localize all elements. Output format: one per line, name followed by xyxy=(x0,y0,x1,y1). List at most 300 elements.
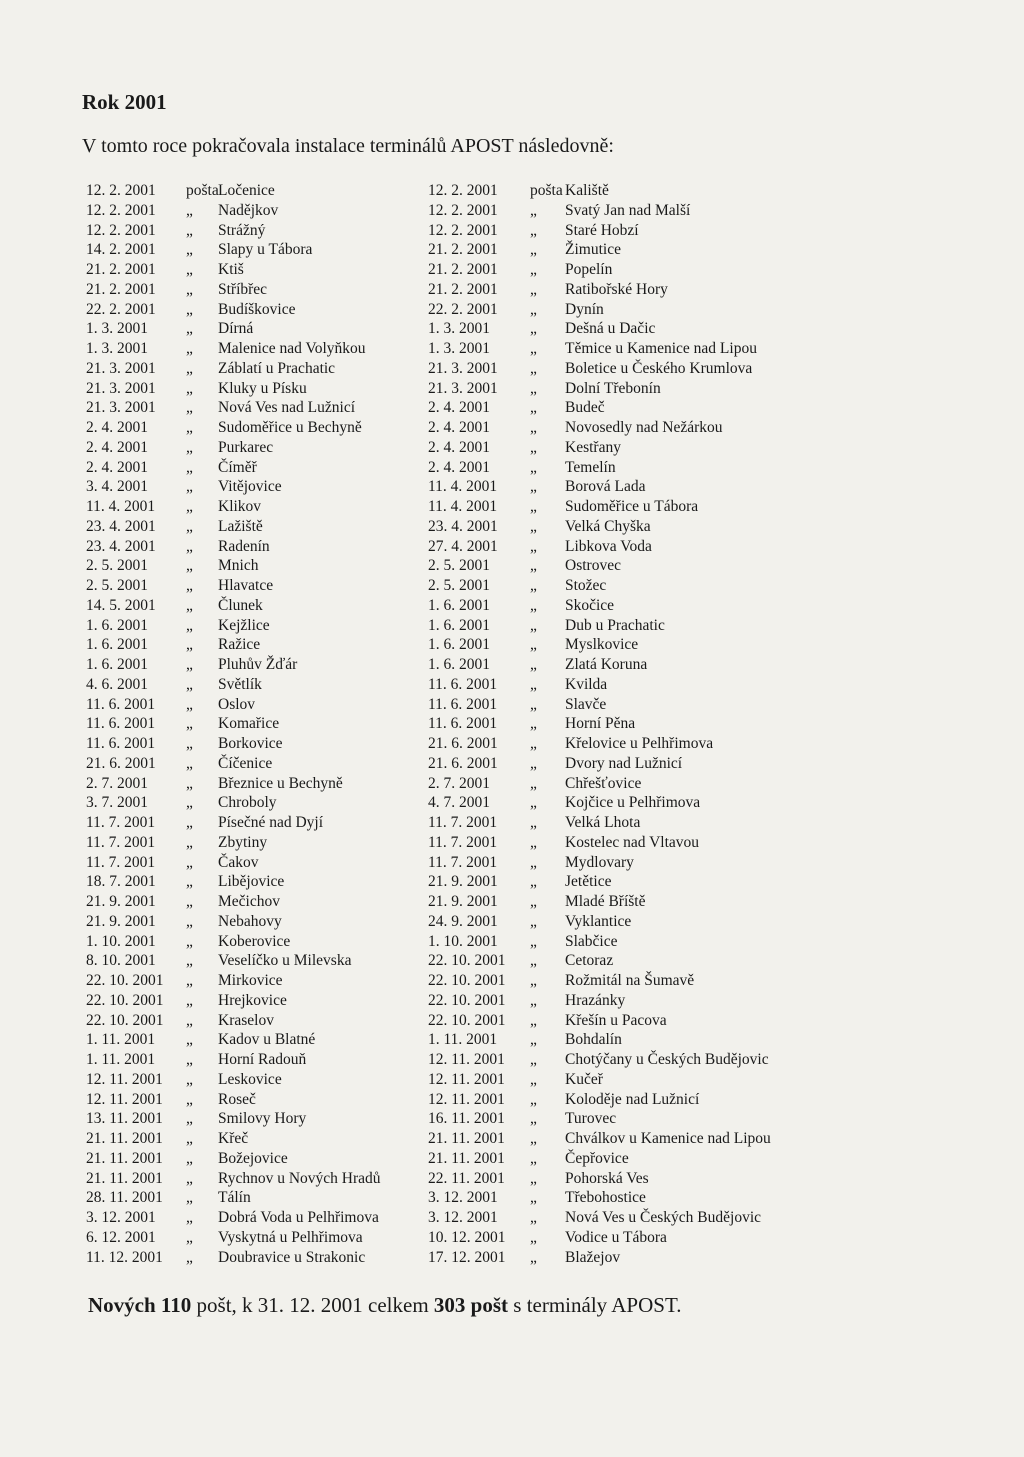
entry-place: Tálín xyxy=(218,1189,251,1207)
entry-post: „ xyxy=(186,478,193,496)
entry-place: Chřešťovice xyxy=(565,774,642,792)
entry-place: Klikov xyxy=(218,498,262,515)
entry-place: Kojčice u Pelhřimova xyxy=(565,794,701,812)
entry-date: 8. 10. 2001 xyxy=(86,952,156,970)
entry-place: Kestřany xyxy=(565,438,621,456)
entry-post: „ xyxy=(530,359,537,377)
entry-post: „ xyxy=(186,241,193,259)
entry-post: „ xyxy=(186,596,193,614)
entry-place: Člunek xyxy=(218,596,263,614)
entry-place: Těmice u Kamenice nad Lipou xyxy=(565,340,757,357)
entry-place: Cetoraz xyxy=(565,952,614,970)
entry-date: 12. 11. 2001 xyxy=(86,1090,163,1108)
entry-date: 1. 11. 2001 xyxy=(86,1051,156,1068)
entry-place: Ločenice xyxy=(218,182,275,199)
entry-post: „ xyxy=(530,201,537,219)
entry-post: „ xyxy=(530,616,537,634)
entry-post: „ xyxy=(530,261,537,278)
entry-place: Horní Radouň xyxy=(218,1051,307,1068)
entry-place: Chroboly xyxy=(218,794,277,812)
entry-post: „ xyxy=(186,359,193,377)
entry-post: „ xyxy=(186,833,193,851)
entry-place: Koberovice xyxy=(218,932,291,950)
entry-post: „ xyxy=(530,478,537,496)
summary-new-count: 110 xyxy=(160,1293,192,1317)
entry-place: Kejžlice xyxy=(218,616,270,634)
entry-place: Hlavatce xyxy=(218,577,274,594)
entry-place: Nová Ves u Českých Budějovic xyxy=(565,1209,762,1226)
entry-post: „ xyxy=(186,675,193,693)
intro-text: V tomto roce pokračovala instalace terminálů APOST následovně: xyxy=(82,135,614,157)
entry-post: „ xyxy=(186,1209,193,1226)
entry-date: 11. 7. 2001 xyxy=(428,814,498,831)
entry-place: Koloděje nad Lužnicí xyxy=(565,1090,700,1108)
entry-date: 3. 4. 2001 xyxy=(86,478,148,496)
entry-place: Borová Lada xyxy=(565,478,646,496)
entry-date: 2. 5. 2001 xyxy=(428,577,490,594)
entry-date: 1. 10. 2001 xyxy=(428,932,498,950)
entry-place: Horní Pěna xyxy=(565,715,636,733)
entry-date: 17. 12. 2001 xyxy=(428,1248,506,1266)
entry-date: 22. 10. 2001 xyxy=(86,991,164,1009)
entry-date: 21. 2. 2001 xyxy=(86,261,156,278)
entry-date: 2. 4. 2001 xyxy=(428,438,490,456)
entry-post: „ xyxy=(530,1130,537,1147)
entry-place: Hrejkovice xyxy=(218,991,287,1009)
entry-place: Popelín xyxy=(565,261,613,278)
entry-place: Ktiš xyxy=(218,261,244,278)
entry-post: „ xyxy=(530,1209,537,1226)
entry-post: „ xyxy=(186,1169,193,1187)
entry-place: Zlatá Koruna xyxy=(565,656,648,673)
entry-place: Velká Lhota xyxy=(565,814,641,831)
entry-date: 2. 5. 2001 xyxy=(86,577,148,594)
entry-post: „ xyxy=(186,399,193,417)
entry-date: 2. 4. 2001 xyxy=(428,419,490,436)
entry-place: Sudoměřice u Bechyně xyxy=(218,419,362,436)
entry-date: 1. 6. 2001 xyxy=(86,616,148,634)
entry-post: „ xyxy=(186,280,193,298)
entry-place: Kadov u Blatné xyxy=(218,1031,316,1049)
entry-place: Lažiště xyxy=(218,517,263,535)
entry-place: Světlík xyxy=(218,675,262,693)
entry-post: „ xyxy=(530,893,537,910)
page-heading: Rok 2001 xyxy=(82,90,167,114)
entry-post: „ xyxy=(186,715,193,733)
entry-date: 28. 11. 2001 xyxy=(86,1189,163,1207)
entry-post: „ xyxy=(186,1189,193,1207)
entry-place: Turovec xyxy=(565,1110,617,1128)
entry-date: 11. 7. 2001 xyxy=(86,833,156,851)
entry-place: Leskovice xyxy=(218,1070,282,1088)
entry-date: 21. 6. 2001 xyxy=(86,754,156,772)
entry-date: 12. 2. 2001 xyxy=(428,201,498,219)
entry-place: Vyklantice xyxy=(565,912,632,930)
entry-date: 22. 10. 2001 xyxy=(86,972,164,989)
entry-post: „ xyxy=(530,557,537,575)
entry-post: „ xyxy=(530,972,537,989)
entry-post: „ xyxy=(530,1248,537,1266)
entry-date: 2. 7. 2001 xyxy=(428,774,490,792)
entry-place: Mirkovice xyxy=(218,972,283,989)
entry-date: 21. 9. 2001 xyxy=(86,912,156,930)
entry-date: 1. 3. 2001 xyxy=(86,320,148,338)
entry-date: 11. 6. 2001 xyxy=(86,695,156,713)
entry-date: 12. 2. 2001 xyxy=(86,201,156,219)
entry-post: „ xyxy=(530,1070,537,1088)
entry-place: Božejovice xyxy=(218,1149,288,1167)
entry-post: „ xyxy=(186,1149,193,1167)
entry-post: „ xyxy=(186,893,193,910)
entry-place: Stožec xyxy=(565,577,607,594)
entry-date: 11. 6. 2001 xyxy=(86,735,156,752)
entry-place: Skočice xyxy=(565,596,615,614)
entry-place: Libějovice xyxy=(218,873,285,891)
entry-place: Kaliště xyxy=(565,182,609,199)
entry-place: Nová Ves nad Lužnicí xyxy=(218,399,356,417)
entry-date: 3. 12. 2001 xyxy=(86,1209,156,1226)
entry-post: „ xyxy=(530,241,537,259)
entry-post: „ xyxy=(530,1090,537,1108)
entry-place: Ostrovec xyxy=(565,557,621,575)
entry-date: 22. 2. 2001 xyxy=(428,300,498,318)
entry-date: 1. 6. 2001 xyxy=(428,636,490,654)
entry-place: Chotýčany u Českých Budějovic xyxy=(565,1051,769,1068)
entry-date: 23. 4. 2001 xyxy=(428,517,498,535)
entry-place: Doubravice u Strakonic xyxy=(218,1248,366,1266)
entry-post: „ xyxy=(186,912,193,930)
entry-date: 3. 7. 2001 xyxy=(86,794,148,812)
entry-place: Ratibořské Hory xyxy=(565,280,668,298)
entry-post: „ xyxy=(530,1149,537,1167)
entry-post: „ xyxy=(530,399,537,417)
entry-post: „ xyxy=(186,1248,193,1266)
entry-post: „ xyxy=(186,754,193,772)
entry-place: Březnice u Bechyně xyxy=(218,774,343,792)
entry-post: „ xyxy=(186,1090,193,1108)
entry-date: 11. 4. 2001 xyxy=(428,498,498,515)
entry-place: Malenice nad Volyňkou xyxy=(218,340,366,357)
entry-date: 22. 10. 2001 xyxy=(428,1011,506,1029)
entry-place: Mnich xyxy=(218,557,259,575)
entry-date: 12. 2. 2001 xyxy=(428,221,498,239)
entry-post: „ xyxy=(530,1110,537,1128)
entry-post: „ xyxy=(186,379,193,397)
entry-post: „ xyxy=(530,853,537,871)
entry-post: „ xyxy=(530,912,537,930)
entry-date: 11. 4. 2001 xyxy=(428,478,498,496)
entry-date: 1. 11. 2001 xyxy=(86,1031,156,1049)
entry-post: „ xyxy=(186,794,193,812)
entry-post: „ xyxy=(186,438,193,456)
entry-post: „ xyxy=(530,932,537,950)
entry-place: Nadějkov xyxy=(218,201,279,219)
entry-date: 13. 11. 2001 xyxy=(86,1110,163,1128)
entry-date: 2. 4. 2001 xyxy=(86,458,148,476)
entry-post: „ xyxy=(186,1051,193,1068)
entry-date: 3. 12. 2001 xyxy=(428,1189,498,1207)
entry-post: „ xyxy=(530,537,537,555)
entry-post: „ xyxy=(530,991,537,1009)
entry-date: 11. 7. 2001 xyxy=(428,833,498,851)
entry-date: 10. 12. 2001 xyxy=(428,1228,506,1246)
entry-place: Čakov xyxy=(218,853,259,871)
entry-date: 24. 9. 2001 xyxy=(428,912,498,930)
entry-date: 2. 7. 2001 xyxy=(86,774,148,792)
entry-place: Rožmitál na Šumavě xyxy=(565,972,695,989)
entry-post: „ xyxy=(530,458,537,476)
entry-date: 27. 4. 2001 xyxy=(428,537,498,555)
entry-post: „ xyxy=(530,596,537,614)
entry-post: „ xyxy=(186,814,193,831)
entry-post: „ xyxy=(186,873,193,891)
entry-date: 21. 6. 2001 xyxy=(428,754,498,772)
entry-place: Čepřovice xyxy=(565,1149,629,1167)
entry-date: 11. 6. 2001 xyxy=(428,695,498,713)
entry-place: Křelovice u Pelhřimova xyxy=(565,735,714,752)
entry-place: Kučeř xyxy=(565,1070,603,1088)
entry-place: Strážný xyxy=(218,221,266,239)
entry-date: 12. 2. 2001 xyxy=(86,182,156,199)
entry-date: 2. 4. 2001 xyxy=(86,419,148,436)
entry-date: 1. 10. 2001 xyxy=(86,932,156,950)
entry-date: 2. 4. 2001 xyxy=(86,438,148,456)
entry-place: Dvory nad Lužnicí xyxy=(565,754,683,772)
entry-post: „ xyxy=(530,833,537,851)
entry-post: „ xyxy=(186,735,193,752)
entry-date: 21. 3. 2001 xyxy=(428,379,498,397)
entry-post: „ xyxy=(186,952,193,970)
entry-post: „ xyxy=(186,261,193,278)
entry-post: „ xyxy=(530,873,537,891)
entry-place: Jetětice xyxy=(565,873,612,891)
entry-date: 22. 2. 2001 xyxy=(86,300,156,318)
entry-place: Roseč xyxy=(218,1090,256,1108)
entry-post: „ xyxy=(530,675,537,693)
entry-date: 16. 11. 2001 xyxy=(428,1110,505,1128)
entry-date: 11. 12. 2001 xyxy=(86,1248,163,1266)
entry-post: „ xyxy=(186,695,193,713)
entry-post: „ xyxy=(530,814,537,831)
entry-place: Oslov xyxy=(218,695,256,713)
entry-post: „ xyxy=(530,320,537,338)
entry-post: „ xyxy=(530,379,537,397)
entry-place: Písečné nad Dyjí xyxy=(218,814,324,831)
entry-place: Číčenice xyxy=(218,754,273,772)
entry-place: Blažejov xyxy=(565,1248,621,1266)
entry-place: Kluky u Písku xyxy=(218,379,307,397)
entry-place: Dolní Třebonín xyxy=(565,379,661,397)
entry-place: Borkovice xyxy=(218,735,283,752)
entry-date: 1. 3. 2001 xyxy=(428,320,490,338)
entry-place: Vitějovice xyxy=(218,478,282,496)
entry-place: Nebahovy xyxy=(218,912,282,930)
entry-post: „ xyxy=(530,774,537,792)
summary-line xyxy=(88,1292,681,1318)
entry-post: „ xyxy=(186,656,193,673)
entry-date: 2. 5. 2001 xyxy=(86,557,148,575)
entry-date: 1. 6. 2001 xyxy=(428,656,490,673)
entry-post: „ xyxy=(530,498,537,515)
entry-place: Sudoměřice u Tábora xyxy=(565,498,699,515)
entry-post: „ xyxy=(530,656,537,673)
entry-post: „ xyxy=(186,458,193,476)
entry-date: 21. 11. 2001 xyxy=(86,1169,163,1187)
entry-post: „ xyxy=(186,774,193,792)
entry-date: 1. 3. 2001 xyxy=(428,340,490,357)
entry-date: 22. 10. 2001 xyxy=(428,972,506,989)
entry-place: Purkarec xyxy=(218,438,274,456)
entry-post: „ xyxy=(530,340,537,357)
entry-place: Dešná u Dačic xyxy=(565,320,656,338)
entry-post: „ xyxy=(530,1228,537,1246)
summary-end-text: s terminály APOST. xyxy=(513,1293,682,1317)
summary-middle-text: pošt, k 31. 12. 2001 celkem xyxy=(196,1293,429,1317)
entry-post: „ xyxy=(186,1070,193,1088)
entry-date: 21. 11. 2001 xyxy=(428,1130,505,1147)
entry-post: „ xyxy=(186,932,193,950)
entry-post: „ xyxy=(530,1189,537,1207)
entry-post: pošta xyxy=(186,182,219,199)
entry-date: 2. 4. 2001 xyxy=(428,399,490,417)
entry-place: Vodice u Tábora xyxy=(565,1228,667,1246)
entry-date: 21. 9. 2001 xyxy=(428,893,498,910)
entry-date: 12. 11. 2001 xyxy=(428,1051,505,1068)
entry-post: „ xyxy=(530,221,537,239)
entry-place: Radenín xyxy=(218,537,270,555)
entry-date: 23. 4. 2001 xyxy=(86,537,156,555)
entry-date: 12. 2. 2001 xyxy=(86,221,156,239)
entry-post: „ xyxy=(530,280,537,298)
entry-post: „ xyxy=(530,952,537,970)
entry-place: Libkova Voda xyxy=(565,537,652,555)
entry-post: „ xyxy=(186,320,193,338)
entry-date: 1. 6. 2001 xyxy=(428,616,490,634)
entry-place: Stříbřec xyxy=(218,280,268,298)
entry-post: „ xyxy=(530,754,537,772)
entry-post: „ xyxy=(530,1051,537,1068)
entry-date: 11. 7. 2001 xyxy=(86,853,156,871)
entry-place: Mečichov xyxy=(218,893,280,910)
entry-date: 12. 2. 2001 xyxy=(428,182,498,199)
entry-post: „ xyxy=(186,1011,193,1029)
entry-place: Bohdalín xyxy=(565,1031,622,1049)
entry-date: 11. 6. 2001 xyxy=(86,715,156,733)
entry-post: „ xyxy=(186,616,193,634)
entry-place: Svatý Jan nad Malší xyxy=(565,201,691,219)
entry-post: „ xyxy=(530,715,537,733)
entry-date: 22. 11. 2001 xyxy=(428,1169,505,1187)
entry-date: 11. 4. 2001 xyxy=(86,498,156,515)
entry-place: Dobrá Voda u Pelhřimova xyxy=(218,1209,379,1226)
entry-date: 11. 7. 2001 xyxy=(86,814,156,831)
entry-place: Smilovy Hory xyxy=(218,1110,307,1128)
entry-date: 11. 6. 2001 xyxy=(428,715,498,733)
entry-date: 4. 6. 2001 xyxy=(86,675,148,693)
entry-post: „ xyxy=(186,1130,193,1147)
entry-post: „ xyxy=(530,577,537,594)
entry-place: Ražice xyxy=(218,636,261,654)
entry-post: „ xyxy=(530,695,537,713)
entry-post: „ xyxy=(186,340,193,357)
entry-date: 21. 2. 2001 xyxy=(428,280,498,298)
entry-post: „ xyxy=(530,419,537,436)
entry-place: Boletice u Českého Krumlova xyxy=(565,359,753,377)
entry-post: „ xyxy=(186,1110,193,1128)
entry-post: „ xyxy=(186,517,193,535)
entry-post: „ xyxy=(186,636,193,654)
entry-place: Budíškovice xyxy=(218,300,296,318)
entry-place: Velká Chyška xyxy=(565,517,651,535)
entry-place: Slapy u Tábora xyxy=(218,241,313,259)
entry-place: Vyskytná u Pelhřimova xyxy=(218,1228,363,1246)
entry-place: Komařice xyxy=(218,715,280,733)
entry-date: 21. 2. 2001 xyxy=(86,280,156,298)
entry-place: Záblatí u Prachatic xyxy=(218,359,336,377)
entry-post: „ xyxy=(530,300,537,318)
entry-post: „ xyxy=(530,1031,537,1049)
entry-place: Pluhův Žďár xyxy=(218,656,298,673)
entry-post: „ xyxy=(186,1228,193,1246)
entry-place: Zbytiny xyxy=(218,833,268,851)
entry-place: Kvilda xyxy=(565,675,608,693)
entry-post: „ xyxy=(186,221,193,239)
entry-post: „ xyxy=(186,557,193,575)
entry-place: Slavče xyxy=(565,695,607,713)
entry-post: „ xyxy=(186,853,193,871)
entry-post: „ xyxy=(186,201,193,219)
entry-date: 1. 6. 2001 xyxy=(86,656,148,673)
entry-post: „ xyxy=(530,735,537,752)
entry-place: Mladé Bříště xyxy=(565,893,646,910)
entry-place: Budeč xyxy=(565,399,605,417)
entry-post: „ xyxy=(530,1011,537,1029)
entry-post: „ xyxy=(186,972,193,989)
entry-place: Myslkovice xyxy=(565,636,639,654)
entry-place: Hrazánky xyxy=(565,991,626,1009)
entry-date: 12. 11. 2001 xyxy=(428,1090,505,1108)
entry-place: Pohorská Ves xyxy=(565,1169,649,1187)
entry-date: 4. 7. 2001 xyxy=(428,794,490,812)
entry-place: Křešín u Pacova xyxy=(565,1011,667,1029)
entry-date: 12. 11. 2001 xyxy=(86,1070,163,1088)
entry-place: Mydlovary xyxy=(565,853,634,871)
entry-date: 21. 11. 2001 xyxy=(86,1130,163,1147)
entry-place: Dynín xyxy=(565,300,604,318)
entry-date: 2. 4. 2001 xyxy=(428,458,490,476)
entry-place: Dírná xyxy=(218,320,254,338)
entry-post: „ xyxy=(186,1031,193,1049)
entry-date: 21. 3. 2001 xyxy=(86,379,156,397)
entry-date: 21. 3. 2001 xyxy=(428,359,498,377)
entry-post: „ xyxy=(186,577,193,594)
entry-date: 3. 12. 2001 xyxy=(428,1209,498,1226)
entry-post: „ xyxy=(530,636,537,654)
entry-date: 23. 4. 2001 xyxy=(86,517,156,535)
entry-place: Kostelec nad Vltavou xyxy=(565,833,700,851)
entry-place: Křeč xyxy=(218,1130,249,1147)
entry-post: „ xyxy=(186,537,193,555)
entry-place: Temelín xyxy=(565,458,616,476)
entry-date: 21. 2. 2001 xyxy=(428,241,498,259)
entry-post: „ xyxy=(186,991,193,1009)
entry-post: „ xyxy=(186,498,193,515)
entry-post: „ xyxy=(186,300,193,318)
entry-date: 11. 6. 2001 xyxy=(428,675,498,693)
entry-date: 21. 9. 2001 xyxy=(86,893,156,910)
entry-date: 21. 11. 2001 xyxy=(428,1149,505,1167)
entry-date: 22. 10. 2001 xyxy=(428,991,506,1009)
